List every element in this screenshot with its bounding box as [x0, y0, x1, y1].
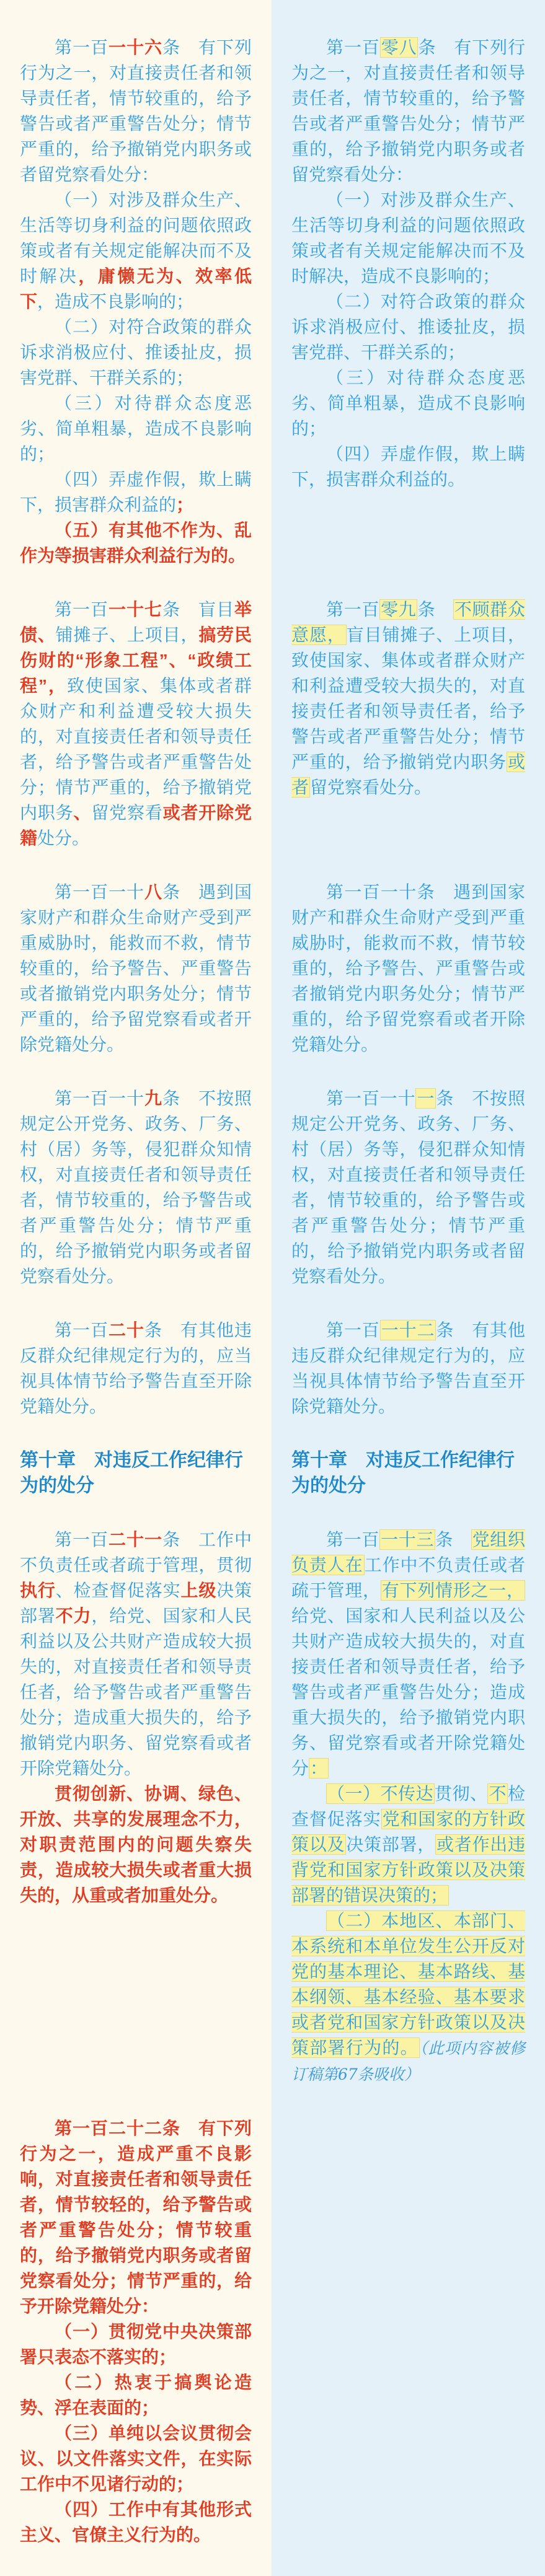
revision-red-text: ；: [176, 495, 194, 514]
right-column-cell: [272, 1289, 545, 1419]
paragraph: [20, 2370, 252, 2420]
revision-red-text: 九: [144, 1089, 162, 1108]
paragraph: [20, 390, 252, 467]
highlighted-text: 有下列情形之一，: [381, 1581, 524, 1600]
right-column-cell: [272, 1498, 545, 2087]
comparison-row: [0, 1498, 545, 2087]
paragraph: [291, 35, 525, 187]
highlighted-text: 一十二: [381, 1321, 435, 1340]
revision-red-text: 二十一: [109, 1530, 162, 1549]
text-run: 工作中不负责任或者疏于管理，: [291, 1555, 525, 1600]
highlighted-text: 零八: [381, 38, 417, 57]
chapter-heading: [291, 1448, 525, 1498]
text-run: 条 遇到国家财产和群众生命财产受到严重威胁时，能救而不救，情节较重的，给予警告、严重警告或者撤销党内职务处分；情节严重的，给予留党察看或者开除党籍处分。: [20, 882, 252, 1054]
revision-red-text: （四）工作中有其他形式主义、官僚主义行为的。: [20, 2500, 252, 2544]
right-column-cell: [272, 568, 545, 851]
chapter-title-text: 第十章 对违反工作纪律行为的处分: [291, 1450, 515, 1496]
left-column-cell: [0, 0, 272, 568]
revision-red-text: 一十六: [109, 38, 162, 57]
text-run: 条 不按照规定公开党务、政务、厂务、村（居）务等，侵犯群众知情权，对直接责任者和领导责任者，情节较重的，给予警告或者严重警告处分；情节严重的，给予撤销党内职务或者留党察看处分。: [291, 1089, 525, 1286]
revision-red-text: 或者开除党籍: [20, 803, 252, 848]
paragraph: [20, 467, 252, 517]
paragraph: [20, 314, 252, 390]
paragraph: [291, 289, 525, 365]
revision-red-text: 八: [144, 882, 162, 902]
text-run: 条: [417, 600, 453, 619]
revision-red-text: 二十: [109, 1321, 144, 1340]
paragraph: [20, 879, 252, 1057]
revision-red-text: 、: [73, 803, 92, 822]
highlighted-text: 或者作出违背党和国家方针政策以及决策部署的错误决策的；: [291, 1835, 525, 1905]
chapter-heading: [20, 1448, 252, 1498]
paragraph: [20, 187, 252, 314]
paragraph: [20, 2420, 252, 2497]
text-run: 、检查督促落实: [55, 1581, 181, 1600]
text-run: 条 有其他违反群众纪律规定行为的，应当视具体情节给予警告直至开除党籍处分。: [20, 1321, 252, 1416]
revision-red-text: 执行: [20, 1581, 56, 1600]
text-run: 决策部署，: [346, 1835, 435, 1854]
text-run: 留党察看: [91, 803, 163, 822]
comparison-row: [0, 2087, 545, 2576]
text-run: （三）对待群众态度恶劣、简单粗暴，造成不良影响的；: [20, 393, 252, 464]
text-run: （三）对待群众态度恶劣、简单粗暴，造成不良影响的；: [291, 368, 525, 438]
right-column-cell: [272, 0, 545, 568]
highlighted-text: 不顾群众意愿，: [291, 600, 525, 644]
highlighted-text: 一十三: [381, 1530, 435, 1549]
paragraph: [291, 1317, 525, 1419]
highlighted-text: ：: [310, 1759, 328, 1778]
text-run: 条 有下列行为之一，对直接责任者和领导责任者，情节较重的，给予警告或者严重警告处分；情节严重的，给予撤销党内职务或者留党察看处分：: [20, 38, 252, 184]
comparison-row: [0, 1057, 545, 1289]
text-run: （二）对符合政策的群众诉求消极应付、推诿扯皮，损害党群、干群关系的；: [291, 292, 525, 362]
paragraph: [291, 441, 525, 492]
paragraph: [291, 187, 525, 289]
text-run: 条: [435, 1530, 471, 1549]
highlighted-text: （二）本地区、本部门、本系统和本单位发生公开反对党的基本理论、基本路线、基本纲领、基本经验、基本要求或者党和国家方针政策以及决策部署行为的。: [291, 1911, 525, 2057]
comparison-row: [0, 0, 545, 568]
text-run: 处分。: [37, 829, 90, 848]
highlighted-text: 不: [489, 1784, 507, 1803]
text-run: ，给党、国家和人民利益以及公共财产造成较大损失的，对直接责任者和领导责任者，给予警告或者严重警告处分；造成重大损失的，给予撤销党内职务、留党察看或者开除党籍处分。: [20, 1606, 252, 1778]
text-run: 贯彻、: [434, 1784, 488, 1803]
left-column-cell: [0, 1498, 272, 2087]
paragraph: [20, 1781, 252, 1908]
revision-red-text: 举债、: [20, 600, 252, 644]
text-run: 盲目铺摊子、上项目，致使国家、集体或者群众财产和利益遭受较大损失的，对直接责任者和领导责任者，给予警告或者严重警告处分；情节严重的，给予撤销党内职务: [291, 625, 525, 771]
text-run: （四）弄虚作假，欺上瞒下，损害群众利益的。: [291, 444, 525, 489]
text-run: 决策部署: [20, 1581, 252, 1625]
text-run: 第一百: [55, 1321, 109, 1340]
revision-red-text: 上级: [180, 1581, 217, 1600]
left-column-cell: [0, 851, 272, 1057]
highlighted-text: 党组织负责人在: [291, 1530, 525, 1575]
highlighted-text: 党和国家的方针政策以及: [291, 1809, 525, 1854]
text-run: （二）对符合政策的群众诉求消极应付、推诿扯皮，损害党群、干群关系的；: [20, 317, 252, 387]
text-run: 第一百: [326, 1321, 380, 1340]
revision-red-text: （二）热衷于搞舆论造势、浮在表面的；: [20, 2373, 252, 2417]
paragraph: [20, 1527, 252, 1781]
text-run: （一）对涉及群众生产、生活等切身利益的问题依照政策或者有关规定能解决而不及时解决: [20, 190, 252, 286]
text-run: 条 有下列行为之一，对直接责任者和领导责任者，情节较重的，给予警告或者严重警告处分；情节严重的，给予撤销党内职务或者留党察看处分：: [291, 38, 525, 184]
text-run: 条 工作中不负责任或者疏于管理，贯彻: [20, 1530, 252, 1575]
revision-red-text: ，庸懒无为、效率低下: [20, 266, 252, 311]
text-run: （一）对涉及群众生产、生活等切身利益的问题依照政策或者有关规定能解决而不及时解决，造成不良影响的；: [291, 190, 525, 286]
text-run: 留党察看处分。: [310, 778, 432, 797]
left-column-cell: [0, 1419, 272, 1498]
text-run: 第一百一十: [55, 1089, 144, 1108]
paragraph: [291, 1527, 525, 1781]
text-run: 第一百: [326, 1530, 380, 1549]
revision-red-text: 贯彻创新、协调、绿色、开放、共享的发展理念不力，对职责范围内的问题失察失责，造成较大损失或者重大损失的，从重或者加重处分。: [20, 1784, 252, 1905]
paragraph: [291, 879, 525, 1057]
text-run: 条 不按照规定公开党务、政务、厂务、村（居）务等，侵犯群众知情权，对直接责任者和领导责任者，情节较重的，给予警告或者严重警告处分；情节严重的，给予撤销党内职务或者留党察看处分。: [20, 1089, 252, 1286]
highlighted-text: 零九: [381, 600, 417, 619]
right-column-cell: [272, 851, 545, 1057]
text-run: （四）弄虚作假，欺上瞒下，损害群众利益的: [20, 470, 252, 514]
right-column-cell: [272, 1057, 545, 1289]
revision-red-text: （一）贯彻党中央决策部署只表态不落实的；: [20, 2322, 252, 2367]
text-run: 第一百: [55, 600, 109, 619]
paragraph: [291, 1781, 525, 1908]
paragraph: [20, 2319, 252, 2370]
revision-red-text: （五）有其他不作为、乱作为等损害群众利益行为的。: [20, 521, 252, 565]
text-run: 检查督促落实: [291, 1784, 525, 1829]
paragraph: [20, 2497, 252, 2547]
revision-red-text: 搞劳民伤财的“形象工程”、“政绩工程”，: [20, 625, 252, 695]
chapter-title-text: 第十章 对违反工作纪律行为的处分: [20, 1450, 243, 1496]
paragraph: [291, 1086, 525, 1289]
comparison-row: [0, 1289, 545, 1419]
paragraph: [20, 1086, 252, 1289]
text-run: 第一百一十条 遇到国家财产和群众生命财产受到严重威胁时，能救而不救，情节较重的，给予警告、严重警告或者撤销党内职务处分；情节严重的，给予留党察看或者开除党籍处分。: [291, 882, 525, 1054]
text-run: 第一百: [55, 38, 109, 57]
text-run: 给党、国家和人民利益以及公共财产造成较大损失的，对直接责任者和领导责任者，给予警告或者严重警告处分；造成重大损失的，给予撤销党内职务、留党察看或者开除党籍处分: [291, 1606, 525, 1778]
highlighted-text: 或者: [291, 752, 525, 797]
paragraph: [20, 35, 252, 187]
text-run: ，造成不良影响的；: [37, 292, 194, 311]
paragraph: [291, 597, 525, 800]
left-column-cell: [0, 568, 272, 851]
text-run: 第一百一十: [55, 882, 144, 902]
revision-red-text: 第一百二十二条 有下列行为之一，造成严重不良影响，对直接责任者和领导责任者，情节较轻的，给予警告或者严重警告处分；情节较重的，给予撤销党内职务或者留党察看处分；情节严重的，给予开除党籍处分：: [20, 2119, 252, 2316]
left-column-cell: [0, 1289, 272, 1419]
paragraph: [20, 2116, 252, 2319]
text-run: 铺摊子、上项目，: [55, 625, 199, 644]
left-column-cell: [0, 2087, 272, 2576]
right-column-cell: [272, 1419, 545, 1498]
text-run: 第一百: [326, 600, 380, 619]
highlighted-text: 一: [417, 1089, 435, 1108]
revision-red-text: （三）单纯以会议贯彻会议、以文件落实文件，在实际工作中不见诸行动的；: [20, 2424, 252, 2494]
text-run: 条 盲目: [162, 600, 234, 619]
text-run: 第一百: [55, 1530, 109, 1549]
left-column-cell: [0, 1057, 272, 1289]
paragraph: [20, 517, 252, 568]
annotation-note: （此项内容被修订稿第67条吸收）: [291, 2039, 525, 2083]
revision-red-text: 一十七: [108, 600, 162, 619]
highlighted-text: （一）不传达: [327, 1784, 433, 1803]
text-run: 第一百: [326, 38, 380, 57]
revision-red-text: 不力: [55, 1606, 92, 1625]
right-column-cell: [272, 2087, 545, 2576]
text-run: 第一百一十: [326, 1089, 416, 1108]
paragraph: [291, 1908, 525, 2087]
paragraph: [20, 597, 252, 851]
text-run: 致使国家、集体或者群众财产和利益遭受较大损失的，对直接责任者和领导责任者，给予警告或者严重警告处分；情节严重的，给予撤销党内职务: [20, 676, 252, 822]
comparison-row: [0, 1419, 545, 1498]
paragraph: [291, 365, 525, 441]
paragraph: [20, 1317, 252, 1419]
comparison-row: [0, 568, 545, 851]
text-run: 条 有其他违反群众纪律规定行为的，应当视具体情节给予警告直至开除党籍处分。: [291, 1321, 525, 1416]
comparison-row: [0, 851, 545, 1057]
